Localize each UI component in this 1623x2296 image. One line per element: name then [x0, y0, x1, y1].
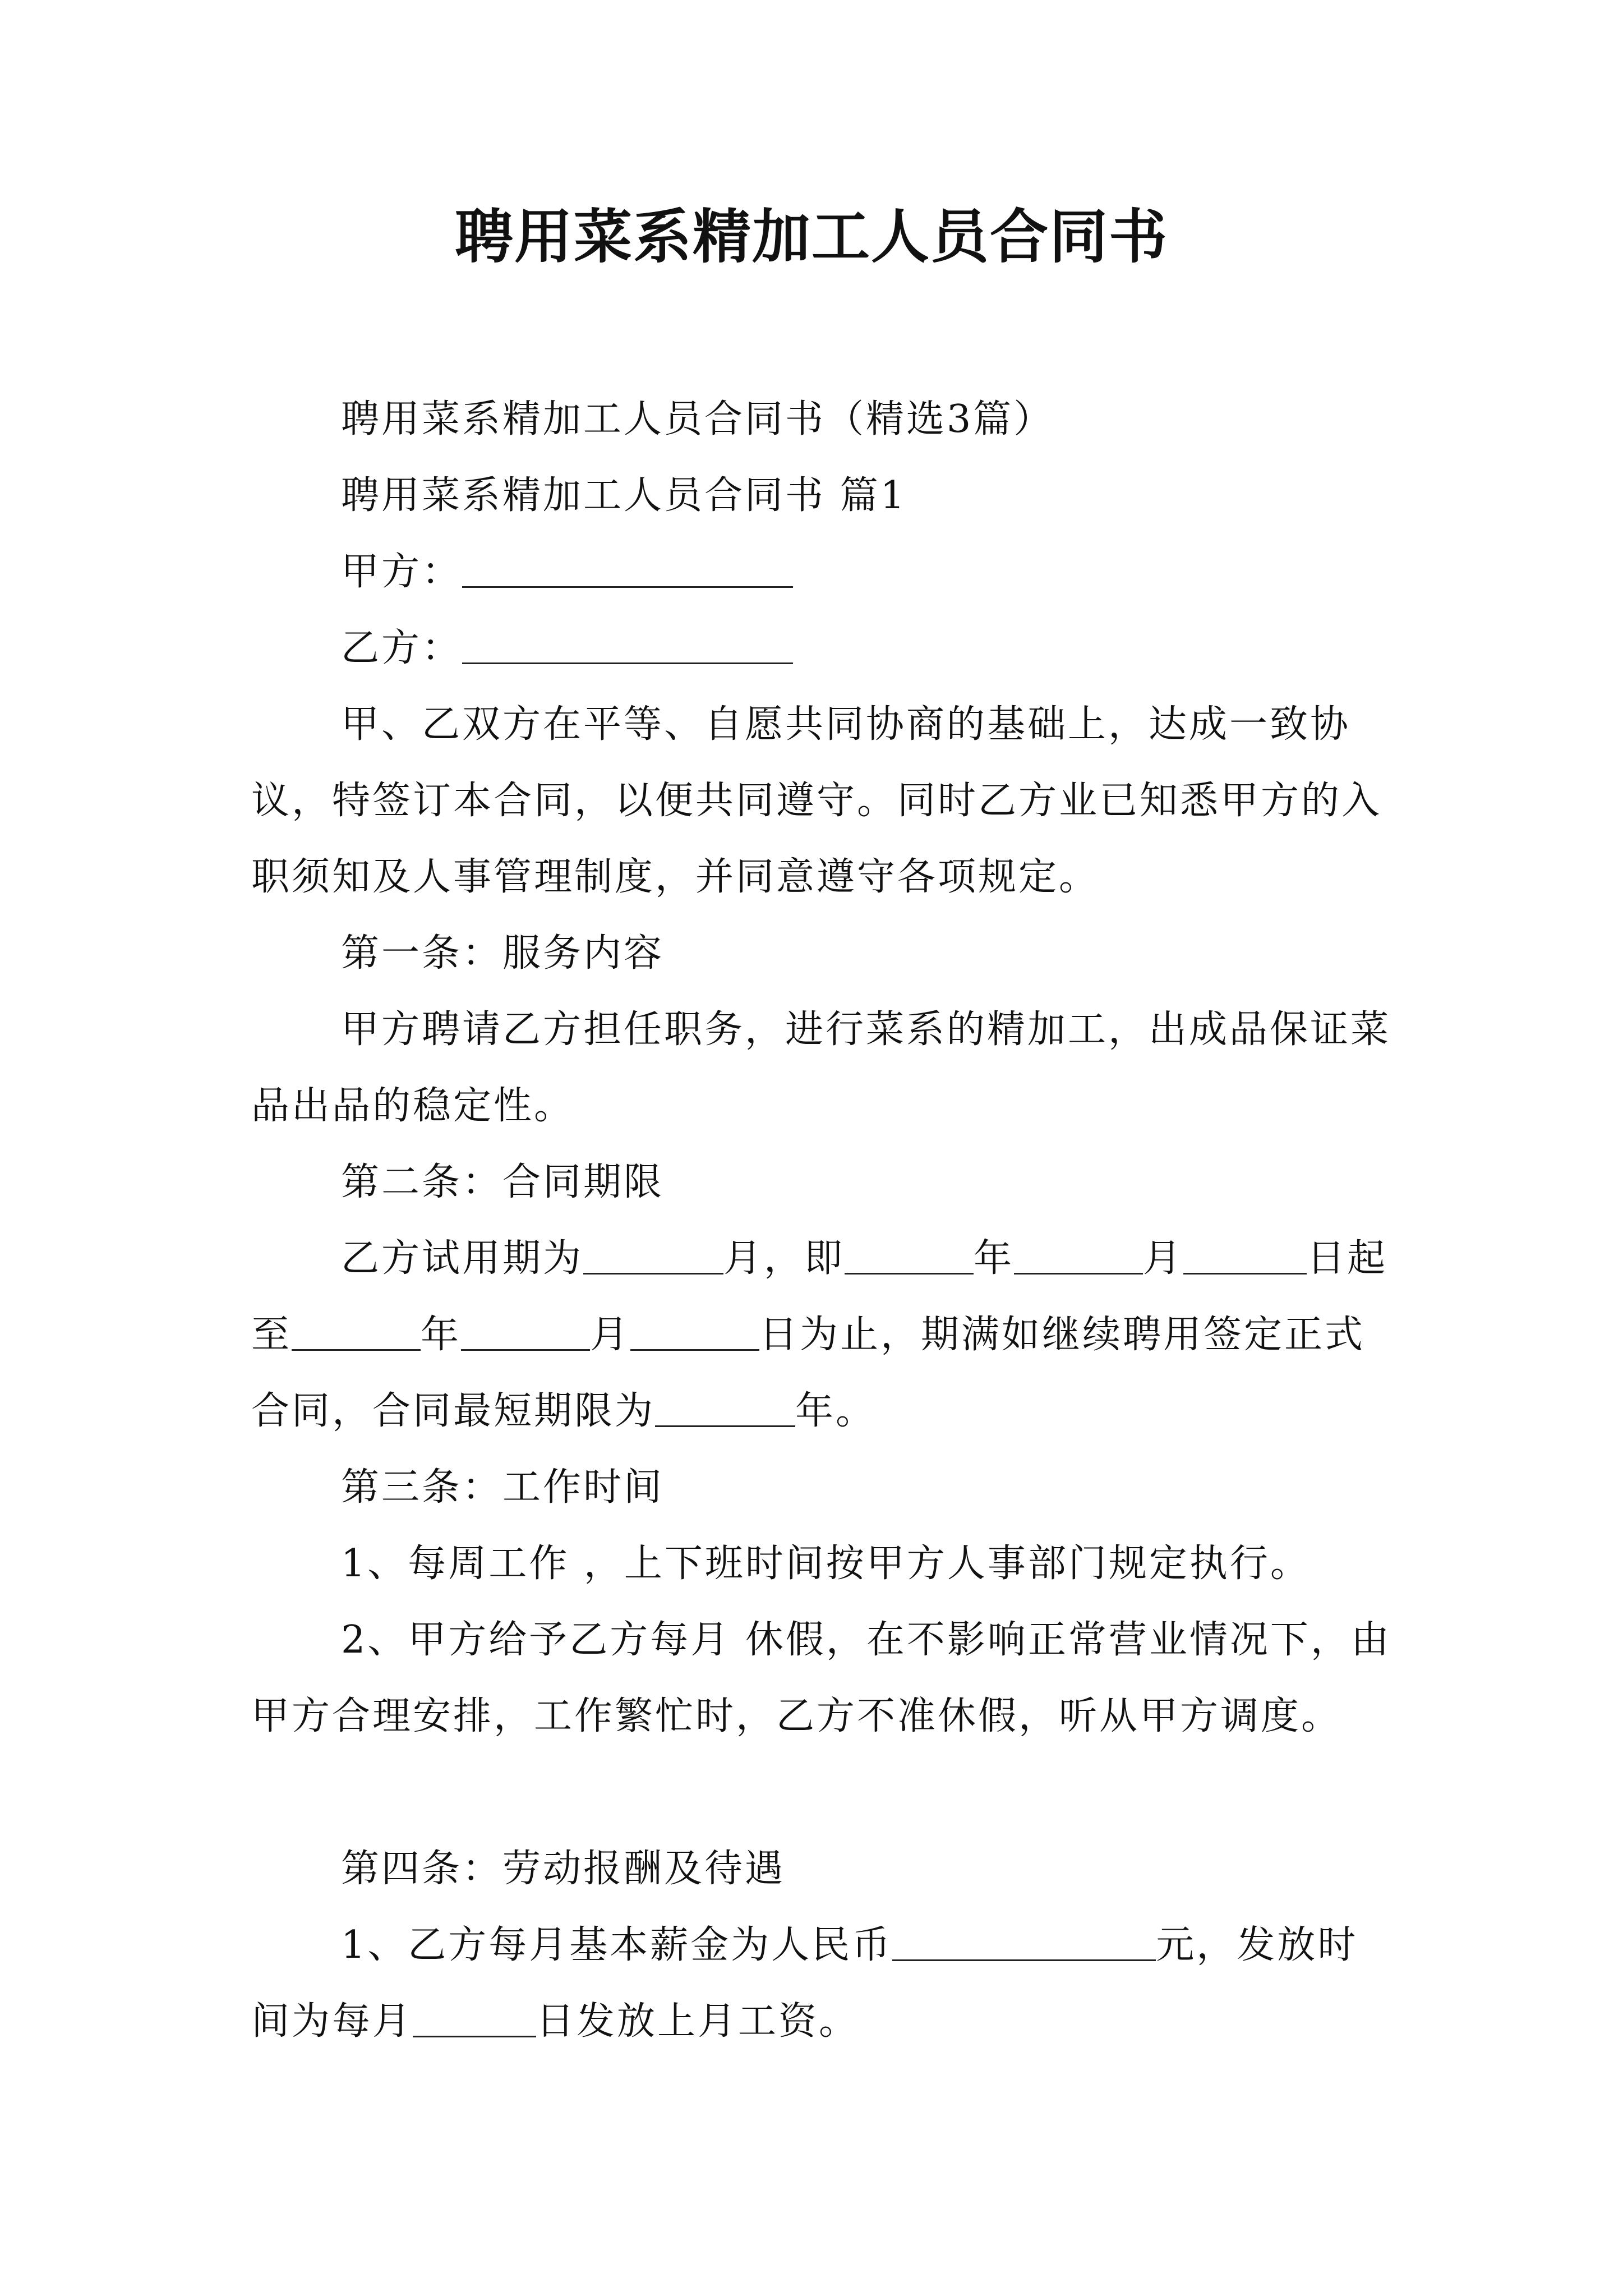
end-year-blank [292, 1311, 421, 1351]
start-day-blank [1183, 1235, 1307, 1274]
intro-paragraph: 甲、乙双方在平等、自愿共同协商的基础上，达成一致协议，特签订本合同，以便共同遵守。同时乙方业已知悉甲方的入职须知及人事管理制度，并同意遵守各项规定。 [251, 702, 1382, 899]
article2-heading: 第二条：合同期限 [341, 1160, 665, 1204]
article3-heading: 第三条：工作时间 [341, 1465, 665, 1510]
party-b-blank [462, 624, 793, 664]
article2-text-part: 年 [421, 1313, 462, 1357]
article2-text-part: 日为止，期满如继续聘用签定正式合同，合同最短期限为 [251, 1313, 1366, 1433]
party-a-line [251, 534, 1395, 610]
article2-text-part: 月 [1143, 1236, 1184, 1281]
document-title: 聘用菜系精加工人员合同书 [454, 202, 1168, 271]
pay-day-blank [413, 1998, 536, 2037]
salary-blank [892, 1921, 1156, 1961]
article2-text-part: 乙方试用期为 [341, 1236, 584, 1281]
trial-months-blank [583, 1235, 723, 1274]
article4-item1 [251, 1907, 1395, 2060]
section-heading: 聘用菜系精加工人员合同书 篇1 [341, 473, 907, 518]
article4-text-part: 元，发放时间为每月 [251, 1923, 1358, 2044]
article2-text-part: 年。 [795, 1389, 877, 1433]
start-year-blank [845, 1235, 974, 1274]
party-a-label: 甲方： [341, 550, 463, 594]
start-month-blank [1014, 1235, 1143, 1274]
party-a-blank [462, 548, 793, 588]
article2-text-part: 年 [974, 1236, 1015, 1281]
article1-heading: 第一条：服务内容 [341, 931, 665, 976]
min-term-blank [655, 1387, 795, 1427]
end-day-blank [630, 1311, 759, 1351]
article2-text [251, 1221, 1395, 1450]
article4-text-part: 1、乙方每月基本薪金为人民币 [341, 1923, 893, 1967]
article1-text: 甲方聘请乙方担任职务，进行菜系的精加工，出成品保证菜品出品的稳定性。 [251, 1007, 1391, 1128]
article2-text-part: 月，即 [723, 1236, 845, 1281]
article2-text-part: 日起至 [251, 1236, 1388, 1357]
party-b-label: 乙方： [341, 626, 463, 670]
party-b-line [251, 610, 1395, 687]
article4-heading: 第四条：劳动报酬及待遇 [341, 1847, 786, 1891]
article2-text-part: 月 [590, 1313, 631, 1357]
article4-text-part: 日发放上月工资。 [536, 1999, 860, 2044]
subtitle: 聘用菜系精加工人员合同书（精选3篇） [341, 397, 1054, 441]
article3-item1: 1、每周工作 ，上下班时间按甲方人事部门规定执行。 [341, 1542, 1311, 1586]
article3-item2: 2、甲方给予乙方每月 休假，在不影响正常营业情况下，由甲方合理安排，工作繁忙时，乙方不准休假，听从甲方调度。 [251, 1618, 1391, 1738]
end-month-blank [461, 1311, 590, 1351]
